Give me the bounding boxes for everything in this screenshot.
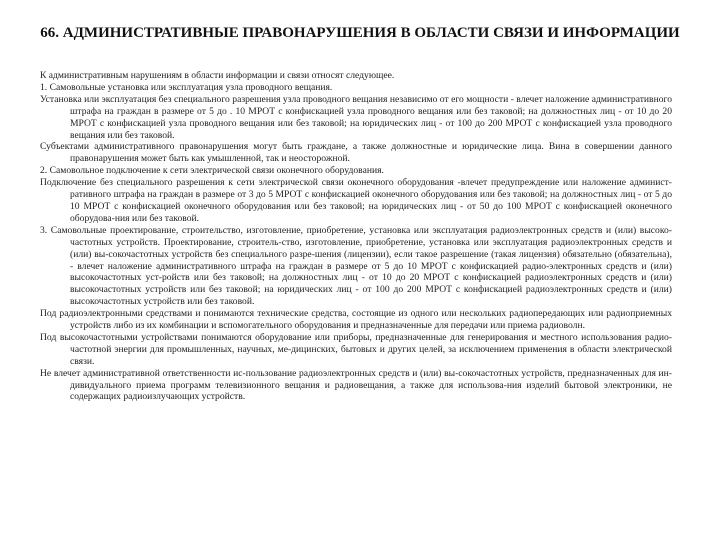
page-title: 66. АДМИНИСТРАТИВНЫЕ ПРАВОНАРУШЕНИЯ В ОБЛАСТИ СВЯЗИ И ИНФОРМАЦИИ xyxy=(40,25,680,41)
paragraph-item-2-heading: 2. Самовольное подключение к сети электрической связи оконечного оборудования. xyxy=(40,165,384,177)
document-body xyxy=(40,70,672,403)
paragraph-item-1-body: Установка или эксплуатация без специального разрешения узла проводного вещания независимо от его мощности - влечет наложение административного штрафа на граждан в размере от 5 до . 10 МРОТ с конфискацией узла проводного вещания или без таковой; на должностных лиц - от 10 до 20 МРОТ с конфискацией узла проводного вещания или без таковой; на юридических лиц - от 100 до 200 МРОТ с конфискацией узла проводного вещания или без таковой. xyxy=(40,93,672,141)
paragraph-item-3: 3. Самовольные проектирование, строительство, изготовление, приобретение, установка или эксплуатация радиоэлектронных средств и (или) высоко-частотных устройств. Проектирование, строитель-ство, изготовление, приобретение, установка или эксплуатация радиоэлектронных средств и (или) вы-сокочастотных устройств без специального разре-шения (лицензии), если такое разрешение (такая лицензия) обязательно (обязательна), - влечет наложение административного штрафа на граждан в размере от 5 до 10 МРОТ с конфискацией радио-электронных средств и (или) высокочастотных уст-ройств или без таковой; на должностных лиц - от 10 до 20 МРОТ с конфискацией радиоэлектронных средств и (или) высокочастотных устройств или без таковой; на юридических лиц - от 100 до 200 МРОТ с конфискацией радиоэлектронных средств и (или) высокочастотных устройств или без таковой. xyxy=(40,224,672,308)
paragraph-item-1-heading: 1. Самовольные установка или эксплуатация узла проводного вещания. xyxy=(40,81,333,93)
paragraph-hf-definition: Под высокочастотными устройствами понимаются оборудование или приборы, предназначенные для генерирования и местного использования радио-частотной энергии для промышленных, научных, ме-дицинских, бытовых и других целей, за исключением применения в области электрической связи. xyxy=(40,331,672,367)
paragraph-exemption: Не влечет административной ответственности ис-пользование радиоэлектронных средств и (или) вы-сокочастотных устройств, предназначенных для ин-дивидуального приема программ телевизионного вещания и радиовещания, а также для использова-ния изделий бытовой электроники, не содержащих радиоизлучающих устройств. xyxy=(40,367,672,403)
paragraph-radio-definition: Под радиоэлектронными средствами и понимаются технические средства, состоящие из одного или нескольких радиопередающих или радиоприемных устройств либо из их комбинации и вспомогательного оборудования и предназначенные для передачи или приема радиоволн. xyxy=(40,308,672,332)
paragraph-intro: К административным нарушениям в области информации и связи относят следующее. xyxy=(40,70,395,81)
paragraph-item-2-body: Подключение без специального разрешения к сети электрической связи оконечного оборудования -влечет предупреждение или наложение админист-ративного штрафа на граждан в размере от 3 до 5 МРОТ с конфискацией оконечного оборудования или без таковой; на должностных лиц - от 5 до 10 МРОТ с конфискацией оконечного оборудования или без таковой; на юридических лиц - от 50 до 100 МРОТ с конфискацией оконечного оборудова-ния или без таковой. xyxy=(40,177,672,224)
paragraph-subjects: Субъектами административного правонарушения могут быть граждане, а также должностные и юридические лица. Вина в совершении данного правонарушения может быть как умышленной, так и неосторожной. xyxy=(40,141,672,165)
